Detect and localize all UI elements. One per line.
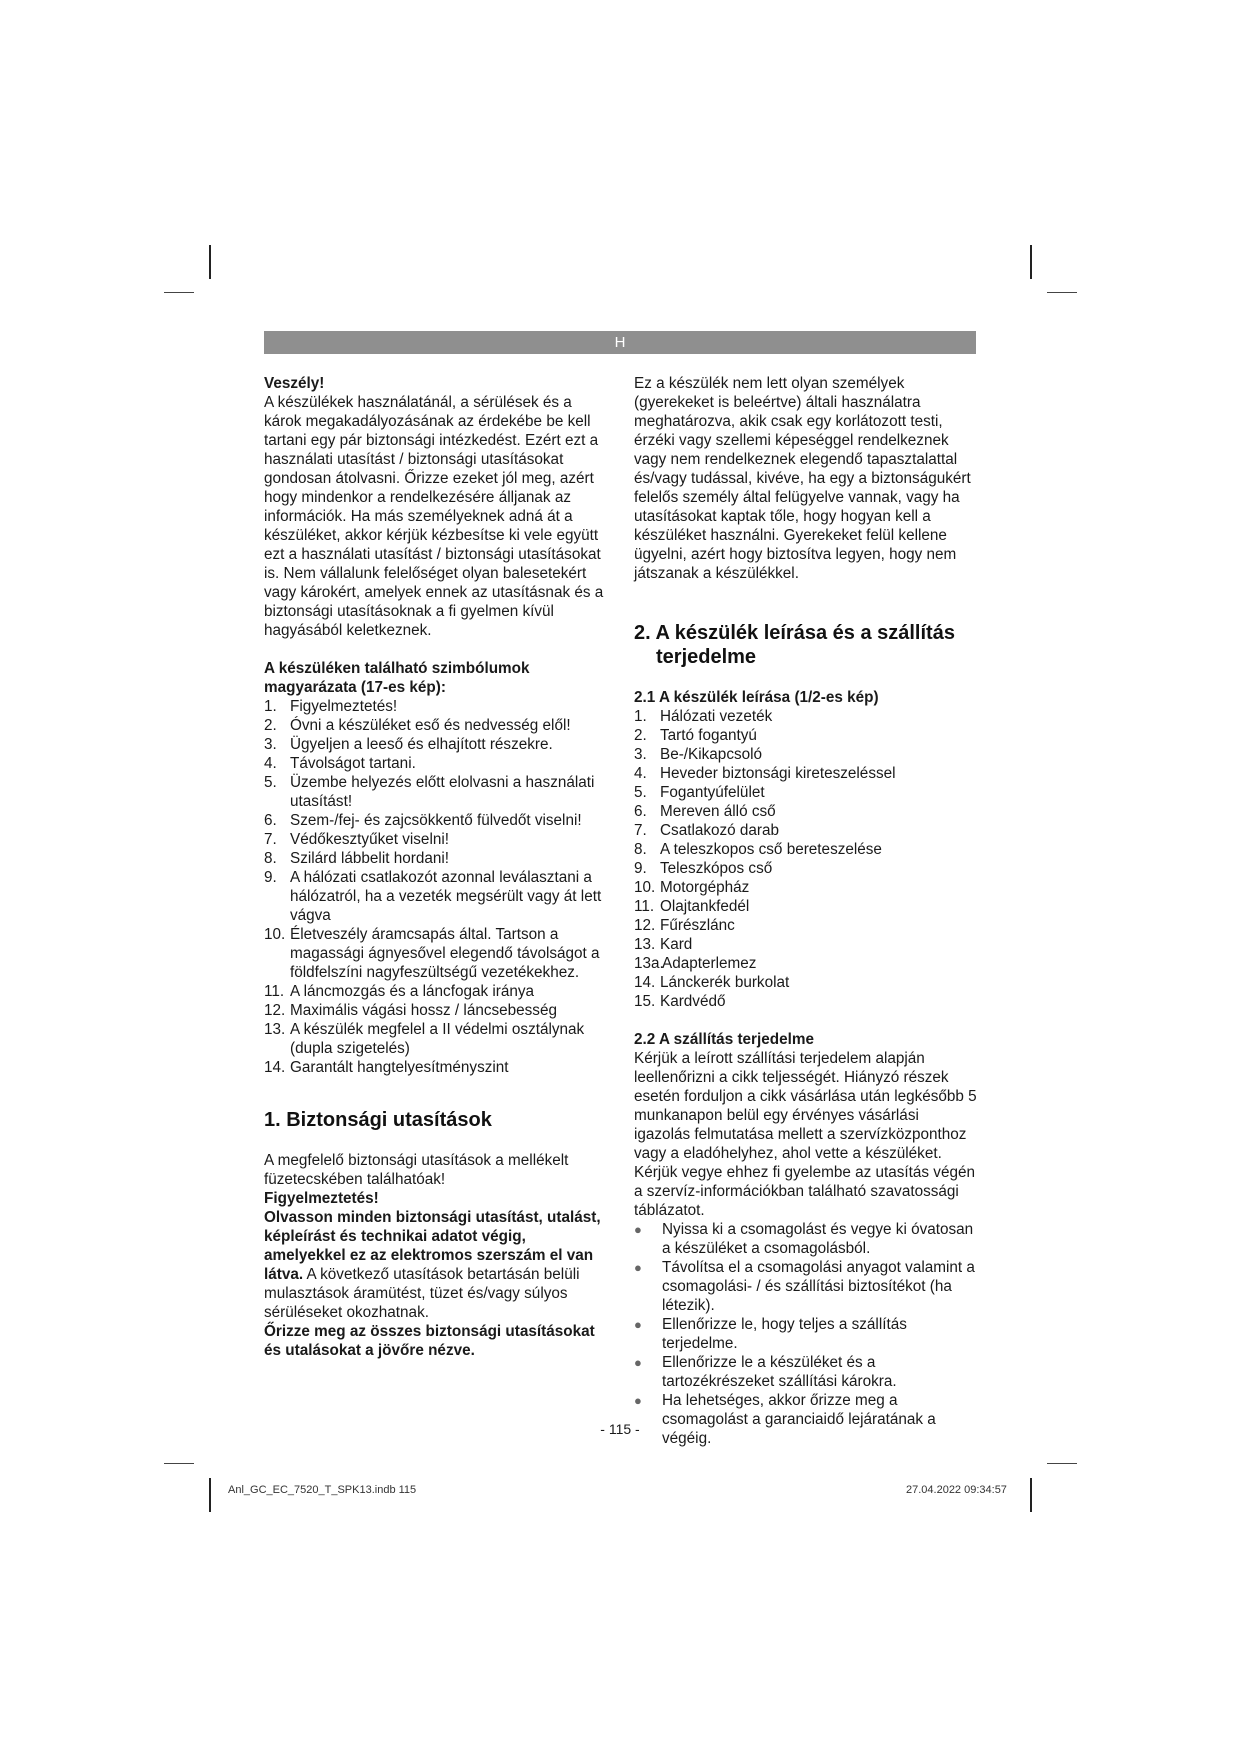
symbol-item-text: A láncmozgás és a láncfogak iránya xyxy=(290,983,535,1000)
symbol-item xyxy=(264,1020,609,1058)
part-item xyxy=(634,859,979,878)
left-column xyxy=(264,374,609,1360)
crop-mark-top-right-h xyxy=(1047,292,1077,293)
crop-mark-top-right xyxy=(1030,245,1032,279)
checklist-item xyxy=(634,1353,979,1391)
part-item xyxy=(634,878,979,897)
parts-list xyxy=(634,707,979,1011)
part-item xyxy=(634,802,979,821)
section-1-intro: A megfelelő biztonsági utasítások a mellékelt füzetecskében találhatóak! xyxy=(264,1152,569,1188)
part-item xyxy=(634,935,979,954)
part-item-number: 9. xyxy=(634,860,647,877)
part-item-number: 13. xyxy=(634,936,656,953)
part-item xyxy=(634,764,979,783)
danger-text: A készülékek használatánál, a sérülések és a károk megakadályozásának az érdekébe be kell tartani egy pár biztonsági intézkedést. Ezért ezt a használati utasítást / biztonsági utasításokat gondosan átolvasni. Őrizze ezeket jól meg, azért hogy mindenkor a rendelkezésére álljanak az információk. Ha más személyeknek adná át a készüléket, akkor kérjük kézbesítse ki vele együtt ezt a használati utasítást / biztonsági utasításokat is. Nem vállalunk felelőséget olyan balesetekért vagy károkért, amelyek ennek az utasításnak és a biztonsági utasításoknak a fi gyelmen kívül hagyásából keletkeznek. xyxy=(264,394,604,639)
symbol-item-number: 14. xyxy=(264,1059,286,1076)
persons-text: Ez a készülék nem lett olyan személyek (gyerekeket is beleértve) általi használatra meghatározva, akik csak egy korlátozott testi, érzéki vagy szellemi képeséggel rendelkeznek vagy nem rendelkeznek elegendő tapasztalattal és/vagy tudással, kivéve, ha egy a biztonságukért felelős személy által felügyelve vannak, vagy ha utasításokat kaptak tőle, hogy hogyan kell a készüléket használni. Gyerekeket felül kellene ügyelni, azért hogy biztosítva legyen, hogy nem játszanak a készülékkel. xyxy=(634,375,971,582)
subsection-2-1-title: 2.1 A készülék leírása (1/2-es kép) xyxy=(634,689,879,706)
right-column xyxy=(634,374,979,1448)
crop-mark-top-left xyxy=(209,245,211,279)
part-item xyxy=(634,973,979,992)
part-item-text: Fogantyúfelület xyxy=(660,784,765,801)
part-item-number: 8. xyxy=(634,841,647,858)
subsection-2-2-text: Kérjük a leírott szállítási terjedelem alapján leellenőrizni a cikk teljességét. Hiányzó részek esetén forduljon a cikk vásárlása után legkésőbb 5 munkanapon belül egy érvényes vásárlási igazolás felmutatása mellett a szervízközponthoz vagy a eladóhelyhez, ahol vette a készüléket. Kérjük vegye ehhez fi gyelembe az utasítás végén a szervíz-információkban található szavatossági táblázatot. xyxy=(634,1050,977,1219)
symbol-item-text: A készülék megfelel a II védelmi osztálynak (dupla szigetelés) xyxy=(290,1021,585,1057)
part-item-text: Olajtankfedél xyxy=(660,898,750,915)
checklist-item xyxy=(634,1258,979,1315)
part-item-number: 14. xyxy=(634,974,656,991)
symbol-item xyxy=(264,735,609,754)
part-item-number: 13a. xyxy=(634,955,664,972)
checklist-item-text: Távolítsa el a csomagolási anyagot valamint a csomagolási- / és szállítási biztosítékot (ha létezik). xyxy=(662,1259,975,1314)
checklist-item-text: Nyissa ki a csomagolást és vegye ki óvatosan a készüléket a csomagolásból. xyxy=(662,1221,974,1257)
symbol-item-text: Üzembe helyezés előtt elolvasni a használati utasítást! xyxy=(290,774,595,810)
symbol-item-text: Szem-/fej- és zajcsökkentő fülvedőt viselni! xyxy=(290,812,582,829)
symbol-item-number: 7. xyxy=(264,831,277,848)
checklist-item-text: Ellenőrizze le a készüléket és a tartozékrészeket szállítási károkra. xyxy=(662,1354,897,1390)
part-item-number: 11. xyxy=(634,898,655,915)
symbol-item-number: 2. xyxy=(264,717,277,734)
bullet-icon: ● xyxy=(634,1393,642,1408)
symbol-item-number: 4. xyxy=(264,755,277,772)
symbol-item-number: 12. xyxy=(264,1002,286,1019)
symbol-item-text: Ügyeljen a leeső és elhajított részekre. xyxy=(290,736,553,753)
part-item xyxy=(634,954,979,973)
part-item xyxy=(634,840,979,859)
part-item-text: Fűrészlánc xyxy=(660,917,735,934)
symbol-item xyxy=(264,925,609,982)
danger-title: Veszély! xyxy=(264,375,325,392)
symbol-item-number: 9. xyxy=(264,869,277,886)
symbol-item-number: 6. xyxy=(264,812,277,829)
symbol-item-number: 5. xyxy=(264,774,277,791)
section-2-title: 2. A készülék leírása és a szállítás terjedelme xyxy=(634,622,955,668)
symbol-item xyxy=(264,697,609,716)
symbol-item-text: Életveszély áramcsapás által. Tartson a magassági ágnyesővel elegendő távolságot a földfelszíni nagyfeszültségű vezetékekhez. xyxy=(290,926,600,981)
part-item-text: Kard xyxy=(660,936,693,953)
part-item-text: Heveder biztonsági kireteszeléssel xyxy=(660,765,896,782)
part-item xyxy=(634,992,979,1011)
part-item-number: 7. xyxy=(634,822,647,839)
checklist-item-text: Ellenőrizze le, hogy teljes a szállítás terjedelme. xyxy=(662,1316,907,1352)
language-bar: H xyxy=(264,331,976,354)
symbol-item-number: 10. xyxy=(264,926,286,943)
symbol-item-text: Maximális vágási hossz / láncsebesség xyxy=(290,1002,557,1019)
symbol-item-text: A hálózati csatlakozót azonnal leválasztani a hálózatról, ha a vezeték megsérült vagy át lett vágva xyxy=(290,869,602,924)
part-item-text: Kardvédő xyxy=(660,993,726,1010)
part-item-number: 10. xyxy=(634,879,656,896)
crop-mark-bottom-left-h xyxy=(164,1463,194,1464)
part-item xyxy=(634,897,979,916)
part-item xyxy=(634,821,979,840)
part-item xyxy=(634,745,979,764)
part-item-number: 5. xyxy=(634,784,647,801)
symbol-item-text: Szilárd lábbelit hordani! xyxy=(290,850,450,867)
part-item xyxy=(634,783,979,802)
crop-mark-bottom-left xyxy=(209,1478,211,1512)
symbol-item-number: 8. xyxy=(264,850,277,867)
part-item-number: 1. xyxy=(634,708,647,725)
part-item-number: 6. xyxy=(634,803,647,820)
bullet-icon: ● xyxy=(634,1317,642,1332)
crop-mark-bottom-right-h xyxy=(1047,1463,1077,1464)
part-item-text: Csatlakozó darab xyxy=(660,822,780,839)
bullet-icon: ● xyxy=(634,1260,642,1275)
warning-keep: Őrizze meg az összes biztonsági utasításokat és utalásokat a jövőre nézve. xyxy=(264,1323,595,1359)
part-item-number: 4. xyxy=(634,765,647,782)
section-1-title: 1. Biztonsági utasítások xyxy=(264,1109,492,1131)
warning-title: Figyelmeztetés! xyxy=(264,1190,379,1207)
part-item-number: 12. xyxy=(634,917,656,934)
footer-timestamp: 27.04.2022 09:34:57 xyxy=(906,1484,1007,1496)
part-item-text: A teleszkopos cső bereteszelése xyxy=(660,841,882,858)
checklist-item xyxy=(634,1391,979,1448)
part-item-text: Hálózati vezeték xyxy=(660,708,773,725)
symbol-item xyxy=(264,849,609,868)
symbol-item xyxy=(264,1058,609,1077)
page-number: - 115 - xyxy=(600,1421,640,1437)
symbol-item xyxy=(264,773,609,811)
symbol-item xyxy=(264,830,609,849)
checklist-item xyxy=(634,1220,979,1258)
part-item-text: Teleszkópos cső xyxy=(660,860,773,877)
warning-paragraph xyxy=(264,1208,609,1322)
warning-text: A következő utasítások betartásán belüli mulasztások áramütést, tüzet és/vagy súlyos sérüléseket okozhatnak. xyxy=(264,1266,580,1321)
part-item-text: Motorgépház xyxy=(660,879,750,896)
part-item xyxy=(634,916,979,935)
symbols-list xyxy=(264,697,609,1077)
bullet-icon: ● xyxy=(634,1222,642,1237)
part-item-text: Mereven álló cső xyxy=(660,803,776,820)
bullet-icon: ● xyxy=(634,1355,642,1370)
symbol-item xyxy=(264,982,609,1001)
symbol-item-text: Óvni a készüléket eső és nedvesség elől! xyxy=(290,717,571,734)
part-item-number: 15. xyxy=(634,993,656,1010)
symbol-item-number: 11. xyxy=(264,983,285,1000)
part-item-text: Be-/Kikapcsoló xyxy=(660,746,763,763)
symbol-item-text: Figyelmeztetés! xyxy=(290,698,398,715)
symbol-item xyxy=(264,1001,609,1020)
delivery-checklist xyxy=(634,1220,979,1448)
warning-bold-text: Olvasson minden biztonsági utasítást, utalást, képleírást és technikai adatot végig, amelyekkel ez az elektromos szerszám el van látva. xyxy=(264,1209,601,1283)
subsection-2-2-title: 2.2 A szállítás terjedelme xyxy=(634,1031,814,1048)
symbol-item-text: Garantált hangtelyesítményszint xyxy=(290,1059,509,1076)
symbol-item xyxy=(264,716,609,735)
part-item xyxy=(634,726,979,745)
symbol-item-number: 1. xyxy=(264,698,277,715)
symbol-item-number: 13. xyxy=(264,1021,286,1038)
part-item-text: Adapterlemez xyxy=(662,955,757,972)
part-item xyxy=(634,707,979,726)
footer-file: Anl_GC_EC_7520_T_SPK13.indb 115 xyxy=(228,1484,417,1496)
symbol-item xyxy=(264,811,609,830)
symbols-title: A készüléken található szimbólumok magyarázata (17-es kép): xyxy=(264,660,530,696)
crop-mark-top-left-h xyxy=(164,292,194,293)
part-item-number: 3. xyxy=(634,746,647,763)
part-item-text: Lánckerék burkolat xyxy=(660,974,790,991)
part-item-number: 2. xyxy=(634,727,647,744)
part-item-text: Tartó fogantyú xyxy=(660,727,757,744)
symbol-item-text: Távolságot tartani. xyxy=(290,755,416,772)
symbol-item xyxy=(264,868,609,925)
checklist-item-text: Ha lehetséges, akkor őrizze meg a csomagolást a garanciaidő lejáratának a végéig. xyxy=(662,1392,936,1447)
crop-mark-bottom-right xyxy=(1030,1478,1032,1512)
symbol-item-number: 3. xyxy=(264,736,277,753)
checklist-item xyxy=(634,1315,979,1353)
symbol-item xyxy=(264,754,609,773)
symbol-item-text: Védőkesztyűket viselni! xyxy=(290,831,449,848)
